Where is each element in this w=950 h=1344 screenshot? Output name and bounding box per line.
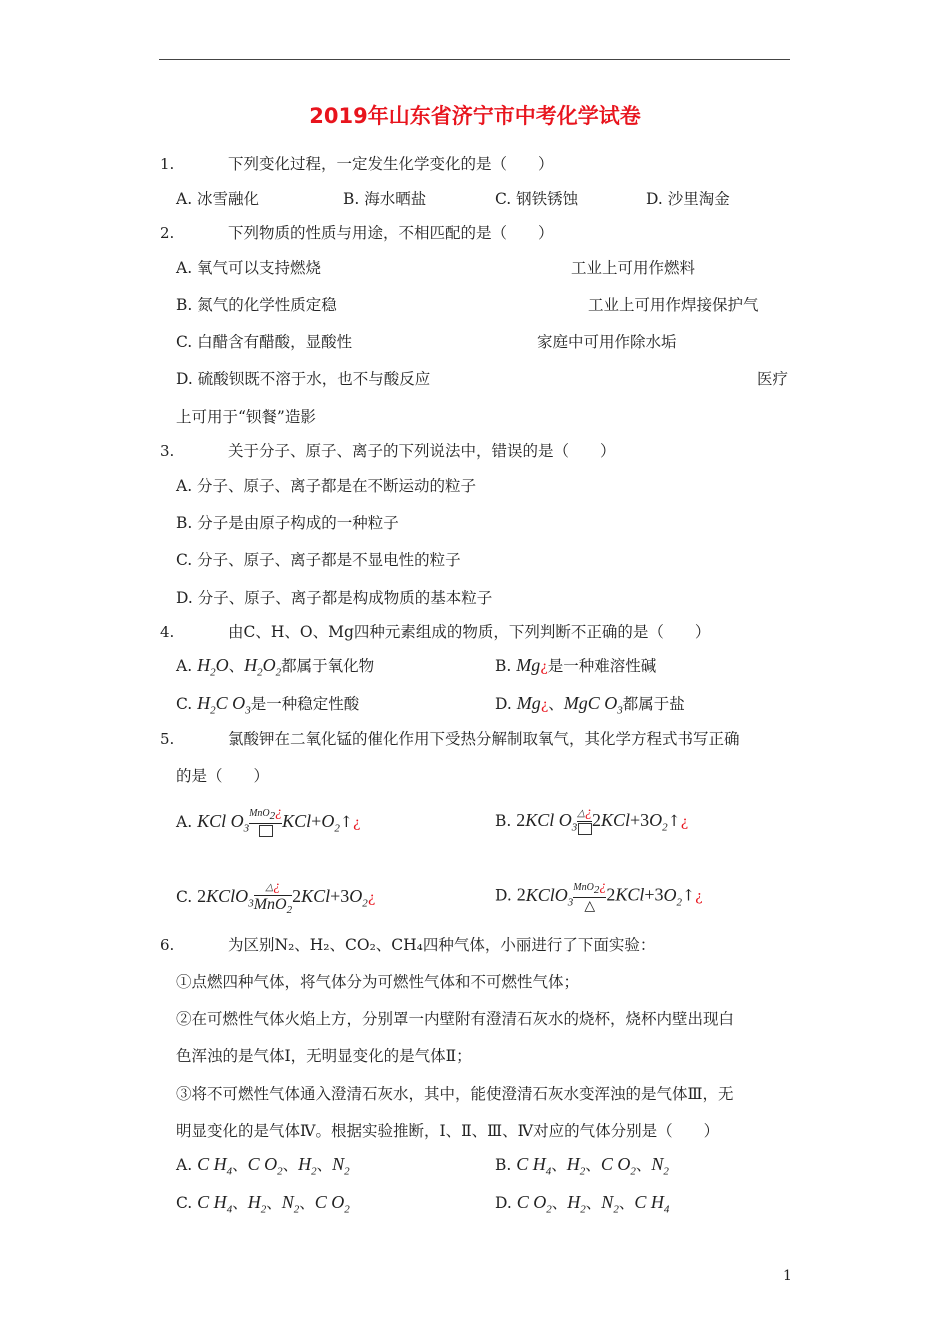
q6-step-2: ②在可燃性气体火焰上方，分别罩一内壁附有澄清石灰水的烧杯，烧杯内壁出现白 (176, 1010, 735, 1028)
q2-option-d-cont: 上可用于“钡餐”造影 (176, 408, 316, 426)
q2-option-d-left: D. 硫酸钡既不溶于水，也不与酸反应 (176, 370, 431, 388)
q6-step-2-cont: 色浑浊的是气体Ⅰ，无明显变化的是气体Ⅱ； (176, 1047, 472, 1065)
q5-option-d: D. 2KClO$_3$ $\frac{MnO_2¿}{\triangle}$ $2KCl+3O_2↑¿$ (495, 879, 703, 914)
q1-option-c: C. 钢铁锈蚀 (495, 190, 579, 208)
q1-option-b: B. 海水晒盐 (343, 190, 427, 208)
q3-option-b: B. 分子是由原子构成的一种粒子 (176, 514, 399, 532)
q6-option-b: B. C $H_4$、$H_2$、C $O_2$、$N_2$ (495, 1154, 669, 1178)
q6-stem: 为区别N₂、H₂、CO₂、CH₄四种气体，小丽进行了下面实验： (228, 936, 656, 954)
q1-option-a: A. 冰雪融化 (176, 190, 260, 208)
q3-option-d: D. 分子、原子、离子都是构成物质的基本粒子 (176, 589, 493, 607)
q2-option-b-left: B. 氮气的化学性质定稳 (176, 296, 337, 314)
q2-option-c-left: C. 白醋含有醋酸，显酸性 (176, 333, 353, 351)
q1-option-d: D. 沙里淘金 (646, 190, 730, 208)
q3-number: 3. (160, 442, 175, 460)
q4-option-b: B. Mg¿是一种难溶性碱 (495, 655, 657, 675)
q6-option-a: A. C $H_4$、C $O_2$、$H_2$、$N_2$ (176, 1154, 350, 1178)
q4-option-c: C. $H_2C$ $O_3$是一种稳定性酸 (176, 693, 360, 717)
q3-option-c: C. 分子、原子、离子都是不显电性的粒子 (176, 551, 461, 569)
q1-stem: 下列变化过程，一定发生化学变化的是（ ） (228, 155, 554, 173)
q5-stem-cont: 的是（ ） (176, 767, 270, 785)
q6-step-3: ③将不可燃性气体通入澄清石灰水，其中，能使澄清石灰水变浑浊的是气体Ⅲ，无 (176, 1085, 734, 1103)
q4-option-d: D. Mg¿、MgC $O_3$都属于盐 (495, 693, 685, 717)
page-number: 1 (783, 1268, 792, 1284)
q5-option-a: A. KCl $O_3$ MnO$_2$¿ $KCl+O_2↑¿$ (176, 806, 360, 840)
q2-number: 2. (160, 224, 175, 242)
q3-stem: 关于分子、原子、离子的下列说法中，错误的是（ ） (228, 442, 616, 460)
q2-option-c-right: 家庭中可用作除水垢 (537, 333, 677, 351)
q2-option-a-left: A. 氧气可以支持燃烧 (176, 259, 322, 277)
q2-stem: 下列物质的性质与用途，不相匹配的是（ ） (228, 224, 554, 242)
q6-option-c: C. C $H_4$、$H_2$、$N_2$、C $O_2$ (176, 1192, 350, 1216)
page-title: 2019年山东省济宁市中考化学试卷 (309, 104, 641, 128)
q5-option-c: C. 2KClO$_3$ $\frac{\triangle¿}{MnO_2}$ $2KCl+3O_2¿$ (176, 879, 376, 917)
q3-option-a: A. 分子、原子、离子都是在不断运动的粒子 (176, 477, 477, 495)
q6-number: 6. (160, 936, 175, 954)
header-rule (159, 59, 790, 60)
q2-option-b-right: 工业上可用作焊接保护气 (588, 296, 759, 314)
q6-step-1: ①点燃四种气体，将气体分为可燃性气体和不可燃性气体； (176, 973, 580, 991)
q5-number: 5. (160, 730, 175, 748)
q5-stem: 氯酸钾在二氧化锰的催化作用下受热分解制取氧气，其化学方程式书写正确 (228, 730, 740, 748)
q4-number: 4. (160, 623, 175, 641)
q4-stem: 由C、H、O、Mg四种元素组成的物质，下列判断不正确的是（ ） (228, 623, 711, 641)
q6-step-3-cont: 明显变化的是气体Ⅳ。根据实验推断，Ⅰ、Ⅱ、Ⅲ、Ⅳ对应的气体分别是（ ） (176, 1122, 720, 1140)
q1-number: 1. (160, 155, 175, 173)
q4-option-a: A. $H_2O$、$H_2O_2$都属于氧化物 (176, 655, 375, 679)
q2-option-a-right: 工业上可用作燃料 (571, 259, 696, 277)
q6-option-d: D. C $O_2$、$H_2$、$N_2$、C $H_4$ (495, 1192, 670, 1216)
q5-option-b: B. 2KCl $O_3$ △¿ $2KCl+3O_2↑¿$ (495, 805, 689, 834)
q2-option-d-right: 医疗 (757, 370, 789, 388)
